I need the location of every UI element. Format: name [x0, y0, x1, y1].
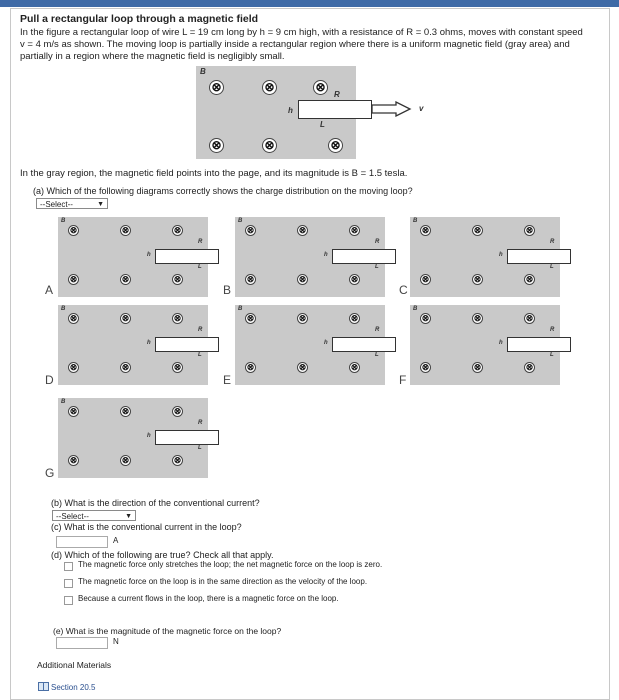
part-d-checkbox-1[interactable] [64, 562, 73, 571]
field-cross-icon: ⊗ [246, 225, 255, 235]
part-e-input[interactable] [56, 637, 108, 649]
field-cross-icon: ⊗ [69, 362, 78, 372]
diagram-r-label: R [198, 239, 203, 245]
diagram-loop [507, 249, 571, 264]
diagram-h-label: h [499, 340, 503, 346]
part-b-select[interactable] [52, 510, 136, 521]
diagram-h-label: h [147, 252, 151, 258]
additional-materials-heading: Additional Materials [37, 660, 112, 670]
diagram-h-label: h [324, 340, 328, 346]
diagram-letter[interactable]: G [45, 466, 55, 480]
velocity-arrow-icon [370, 101, 414, 117]
field-statement: In the gray region, the magnetic field points into the page, and its magnitude is B = 1.5 tesla. [20, 168, 408, 179]
problem-text [20, 27, 610, 63]
diagram-h-label: h [147, 433, 151, 439]
field-cross-icon: ⊗ [525, 225, 534, 235]
diagram-loop [155, 337, 219, 352]
diagram-l-label: L [375, 264, 379, 270]
problem-line-1: In the figure a rectangular loop of wire L = 19 cm long by h = 9 cm high, with a resistance of R = 0.3 ohms, moves with constant speed [20, 27, 583, 38]
diagram-b-label: B [238, 306, 243, 312]
main-figure-l-label: L [320, 120, 325, 129]
field-cross-icon: ⊗ [298, 362, 307, 372]
part-a-select-value: --Select-- [40, 200, 73, 209]
diagram-loop [507, 337, 571, 352]
part-b-question: (b) What is the direction of the conventional current? [51, 498, 260, 508]
field-cross-icon: ⊗ [69, 313, 78, 323]
part-d-option-1: The magnetic force only stretches the loop; the net magnetic force on the loop is zero. [78, 560, 383, 569]
diagram-b-label: B [238, 218, 243, 224]
field-cross-icon: ⊗ [121, 406, 130, 416]
part-d-question: (d) Which of the following are true? Check all that apply. [51, 550, 274, 560]
part-b-select-value: --Select-- [56, 512, 89, 521]
field-cross-icon: ⊗ [121, 362, 130, 372]
field-cross-icon: ⊗ [173, 313, 182, 323]
diagram-letter[interactable]: C [399, 283, 408, 297]
main-figure-loop [298, 100, 372, 119]
field-cross-icon: ⊗ [121, 225, 130, 235]
top-bar [0, 0, 619, 7]
diagram-r-label: R [375, 239, 380, 245]
diagram-letter[interactable]: A [45, 283, 54, 297]
problem-line-2: v = 4 m/s as shown. The moving loop is partially inside a rectangular region where there is a uniform magnetic field (gray area) and [20, 39, 570, 50]
diagram-letter[interactable]: D [45, 373, 54, 387]
part-c-question: (c) What is the conventional current in the loop? [51, 522, 242, 532]
diagram-l-label: L [375, 352, 379, 358]
main-figure-h-label: h [288, 106, 293, 115]
field-cross-icon: ⊗ [246, 274, 255, 284]
field-cross-icon: ⊗ [209, 80, 224, 95]
diagram-l-label: L [198, 445, 202, 451]
field-cross-icon: ⊗ [473, 313, 482, 323]
diagram-l-label: L [550, 352, 554, 358]
field-cross-icon: ⊗ [69, 406, 78, 416]
diagram-l-label: L [198, 264, 202, 270]
diagram-r-label: R [198, 327, 203, 333]
field-cross-icon: ⊗ [262, 80, 277, 95]
main-figure-b-label: B [200, 67, 206, 76]
field-cross-icon: ⊗ [298, 313, 307, 323]
field-cross-icon: ⊗ [421, 225, 430, 235]
field-cross-icon: ⊗ [525, 362, 534, 372]
part-c-unit: A [113, 536, 119, 545]
field-cross-icon: ⊗ [69, 274, 78, 284]
field-cross-icon: ⊗ [298, 274, 307, 284]
diagram-loop [155, 430, 219, 445]
part-d-checkbox-3[interactable] [64, 596, 73, 605]
section-link[interactable]: Section 20.5 [51, 683, 96, 692]
diagram-loop [332, 337, 396, 352]
part-e-question: (e) What is the magnitude of the magnetic force on the loop? [53, 626, 282, 636]
main-figure-r-label: R [334, 90, 340, 99]
field-cross-icon: ⊗ [473, 274, 482, 284]
diagram-h-label: h [499, 252, 503, 258]
diagram-letter[interactable]: B [223, 283, 232, 297]
field-cross-icon: ⊗ [421, 274, 430, 284]
diagram-loop [332, 249, 396, 264]
part-a-question: (a) Which of the following diagrams correctly shows the charge distribution on the moving loop? [33, 186, 413, 196]
field-cross-icon: ⊗ [313, 80, 328, 95]
diagram-letter[interactable]: E [223, 373, 232, 387]
diagram-l-label: L [550, 264, 554, 270]
diagram-b-label: B [61, 399, 66, 405]
diagram-b-label: B [413, 218, 418, 224]
field-cross-icon: ⊗ [246, 362, 255, 372]
part-d-checkbox-2[interactable] [64, 579, 73, 588]
field-cross-icon: ⊗ [69, 455, 78, 465]
diagram-b-label: B [413, 306, 418, 312]
diagram-h-label: h [324, 252, 328, 258]
field-cross-icon: ⊗ [525, 274, 534, 284]
field-cross-icon: ⊗ [473, 362, 482, 372]
field-cross-icon: ⊗ [121, 313, 130, 323]
problem-title: Pull a rectangular loop through a magnetic field [20, 13, 259, 25]
field-cross-icon: ⊗ [69, 225, 78, 235]
diagram-b-label: B [61, 218, 66, 224]
chevron-down-icon: ▼ [125, 513, 132, 520]
diagram-l-label: L [198, 352, 202, 358]
part-c-input[interactable] [56, 536, 108, 548]
field-cross-icon: ⊗ [525, 313, 534, 323]
field-cross-icon: ⊗ [421, 362, 430, 372]
field-cross-icon: ⊗ [350, 362, 359, 372]
field-cross-icon: ⊗ [173, 455, 182, 465]
field-cross-icon: ⊗ [298, 225, 307, 235]
part-a-select[interactable] [36, 198, 108, 209]
field-cross-icon: ⊗ [121, 274, 130, 284]
diagram-r-label: R [550, 239, 555, 245]
part-d-option-3: Because a current flows in the loop, there is a magnetic force on the loop. [78, 594, 339, 603]
field-cross-icon: ⊗ [421, 313, 430, 323]
field-cross-icon: ⊗ [350, 225, 359, 235]
field-cross-icon: ⊗ [262, 138, 277, 153]
diagram-letter[interactable]: F [399, 373, 407, 387]
diagram-r-label: R [375, 327, 380, 333]
field-cross-icon: ⊗ [173, 362, 182, 372]
diagram-h-label: h [147, 340, 151, 346]
field-cross-icon: ⊗ [350, 313, 359, 323]
field-cross-icon: ⊗ [328, 138, 343, 153]
diagram-r-label: R [198, 420, 203, 426]
part-d-option-2: The magnetic force on the loop is in the same direction as the velocity of the loop. [78, 577, 368, 586]
field-cross-icon: ⊗ [173, 406, 182, 416]
field-cross-icon: ⊗ [121, 455, 130, 465]
field-cross-icon: ⊗ [173, 225, 182, 235]
diagram-loop [155, 249, 219, 264]
field-cross-icon: ⊗ [473, 225, 482, 235]
diagram-b-label: B [61, 306, 66, 312]
field-cross-icon: ⊗ [246, 313, 255, 323]
problem-line-3: partially in a region where the magnetic field is negligibly small. [20, 51, 285, 62]
field-cross-icon: ⊗ [350, 274, 359, 284]
book-icon [38, 682, 49, 691]
field-cross-icon: ⊗ [173, 274, 182, 284]
field-cross-icon: ⊗ [209, 138, 224, 153]
chevron-down-icon: ▼ [97, 201, 104, 208]
diagram-r-label: R [550, 327, 555, 333]
main-figure-v-label: v [419, 104, 424, 113]
part-e-unit: N [113, 637, 119, 646]
